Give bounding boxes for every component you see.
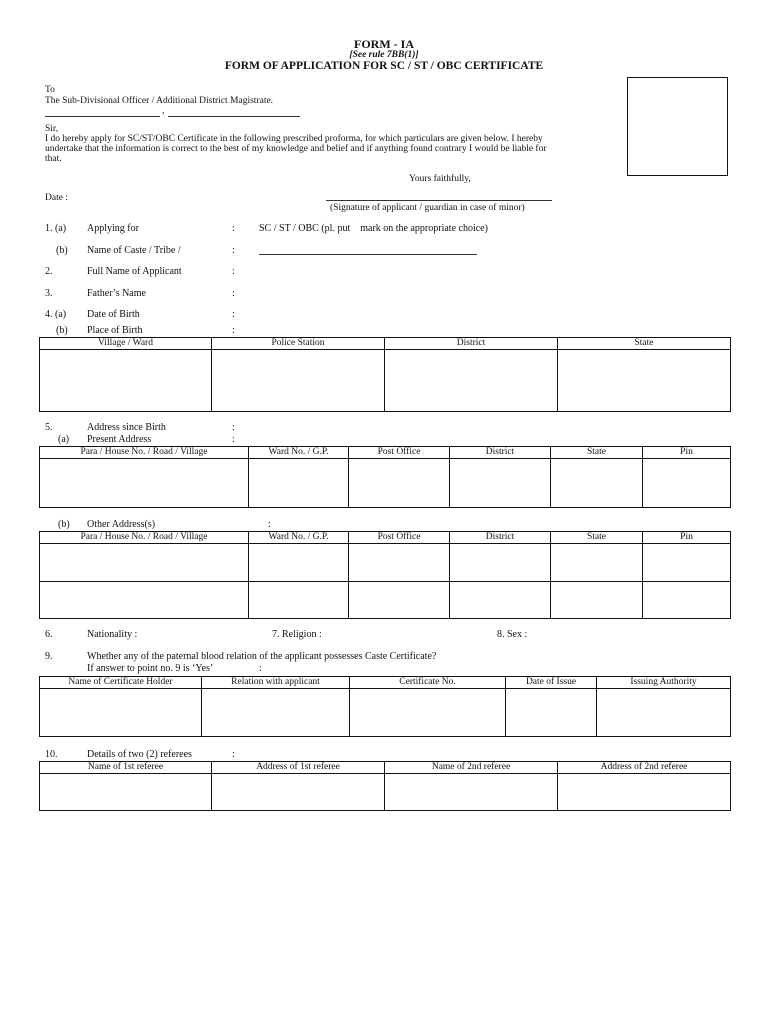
state-cell[interactable] [551,544,643,582]
signature-caption: (Signature of applicant / guardian in case of minor) [330,203,525,213]
district-cell[interactable] [385,350,558,412]
district-blank[interactable] [168,116,300,117]
column-header: Name of 2nd referee [385,762,558,774]
table-row [40,544,731,582]
rule-reference: [See rule 7BB(1)] [349,50,419,60]
column-header: Pin [643,532,731,544]
column-header: Name of Certificate Holder [40,677,202,689]
item-5a-number: (a) [58,434,70,445]
district-cell[interactable] [450,459,551,508]
house-road-cell[interactable] [40,544,249,582]
state-cell[interactable] [551,582,643,619]
item-6-number: 6. [45,629,53,640]
item-4a-label: Date of Birth [87,309,140,320]
item-5-number: 5. [45,422,53,433]
district-cell[interactable] [450,544,551,582]
column-header: State [551,532,643,544]
column-header: Name of 1st referee [40,762,212,774]
closing: Yours faithfully, [409,174,471,184]
post-office-cell[interactable] [349,582,450,619]
column-header: Address of 1st referee [212,762,385,774]
police-station-cell[interactable] [212,350,385,412]
other-address-table [39,531,731,619]
present-address-table [39,446,731,508]
form-number: FORM - IA [354,37,414,51]
item-9-question: Whether any of the paternal blood relation of the applicant possesses Caste Certificate? [87,651,437,662]
table-row [40,350,731,412]
relation-cell[interactable] [202,689,350,737]
salutation: Sir, [45,124,59,134]
referee-1-address-cell[interactable] [212,774,385,811]
form-title: FORM OF APPLICATION FOR SC / ST / OBC CERTIFICATE [224,60,544,72]
column-header: Police Station [212,338,385,350]
item-1b-number: (b) [56,245,68,256]
referee-2-name-cell[interactable] [385,774,558,811]
table-header-row [40,762,731,774]
issue-date-cell[interactable] [506,689,597,737]
referee-1-name-cell[interactable] [40,774,212,811]
table-header-row [40,338,731,350]
item-1a-colon: : [232,223,235,234]
item-2-label: Full Name of Applicant [87,266,182,277]
column-header: State [558,338,731,350]
house-road-cell[interactable] [40,459,249,508]
item-5-colon: : [232,422,235,433]
signature-line[interactable] [326,200,552,201]
ward-gp-cell[interactable] [249,459,349,508]
column-header: State [551,447,643,459]
item-10-label: Details of two (2) referees [87,749,192,760]
sex-label: 8. Sex : [497,629,528,640]
item-5a-colon: : [232,434,235,445]
column-header: Pin [643,447,731,459]
district-cell[interactable] [450,582,551,619]
item-4a-number: 4. (a) [45,309,67,320]
item-1a-label: Applying for [87,223,139,234]
pin-cell[interactable] [643,459,731,508]
item-5-label: Address since Birth [87,422,166,433]
item-1a-number: 1. (a) [45,223,67,234]
item-4b-label: Place of Birth [87,325,143,336]
table-row [40,459,731,508]
item-4b-colon: : [232,325,235,336]
table-header-row [40,532,731,544]
nationality-label: Nationality : [87,629,138,640]
item-2-colon: : [232,266,235,277]
column-header: Ward No. / G.P. [249,532,349,544]
item-5b-colon: : [268,519,271,530]
religion-label: 7. Religion : [272,629,322,640]
table-row [40,774,731,811]
column-header: Address of 2nd referee [558,762,731,774]
table-header-row [40,447,731,459]
ward-gp-cell[interactable] [249,582,349,619]
table-header-row [40,677,731,689]
item-3-colon: : [232,288,235,299]
state-cell[interactable] [551,459,643,508]
village-ward-cell[interactable] [40,350,212,412]
post-office-cell[interactable] [349,459,450,508]
item-5b-label: Other Address(s) [87,519,156,530]
item-9-followup: If answer to point no. 9 is ‘Yes’ [87,663,214,674]
date-label: Date : [45,193,68,203]
house-road-cell[interactable] [40,582,249,619]
address-comma: , [162,106,165,116]
item-3-label: Father’s Name [87,288,146,299]
item-4a-colon: : [232,309,235,320]
item-9-number: 9. [45,651,53,662]
item-5b-number: (b) [58,519,70,530]
ward-gp-cell[interactable] [249,544,349,582]
item-2-number: 2. [45,266,53,277]
photo-box[interactable] [627,77,728,176]
caste-choice[interactable]: SC / ST / OBC (pl. put mark on the appropriate choice) [259,223,488,234]
pin-cell[interactable] [643,582,731,619]
item-10-colon: : [232,749,235,760]
item-5a-label: Present Address [87,434,152,445]
declaration-line-2: undertake that the information is correct to the best of my knowledge and belief and if anything found contrary I would be liable for [45,144,547,154]
certificate-no-cell[interactable] [350,689,506,737]
state-cell[interactable] [558,350,731,412]
subdivision-blank[interactable] [45,116,160,117]
column-header: Date of Issue [506,677,597,689]
holder-name-cell[interactable] [40,689,202,737]
pin-cell[interactable] [643,544,731,582]
column-header: Ward No. / G.P. [249,447,349,459]
referees-table [39,761,731,811]
column-header: Certificate No. [350,677,506,689]
item-10-number: 10. [45,749,58,760]
item-1b-label: Name of Caste / Tribe / [87,245,181,256]
post-office-cell[interactable] [349,544,450,582]
declaration-line-3: that. [45,154,62,164]
table-row [40,689,731,737]
to-label: To [45,85,55,95]
column-header: Village / Ward [40,338,212,350]
column-header: Issuing Authority [597,677,731,689]
officer-line: The Sub-Divisional Officer / Additional District Magistrate. [45,96,274,106]
certificate-holder-table [39,676,731,737]
caste-name-field[interactable] [259,254,477,255]
column-header: Para / House No. / Road / Village [40,447,249,459]
issuing-authority-cell[interactable] [597,689,731,737]
item-1b-colon: : [232,245,235,256]
table-row [40,582,731,619]
item-9-colon: : [259,663,262,674]
referee-2-address-cell[interactable] [558,774,731,811]
column-header: District [450,532,551,544]
column-header: Para / House No. / Road / Village [40,532,249,544]
column-header: District [385,338,558,350]
item-4b-number: (b) [56,325,68,336]
birth-place-table [39,337,731,412]
column-header: Post Office [349,447,450,459]
column-header: Post Office [349,532,450,544]
column-header: Relation with applicant [202,677,350,689]
declaration-line-1: I do hereby apply for SC/ST/OBC Certificate in the following prescribed proforma, for which particulars are given below. I hereby [45,134,543,144]
item-3-number: 3. [45,288,53,299]
column-header: District [450,447,551,459]
